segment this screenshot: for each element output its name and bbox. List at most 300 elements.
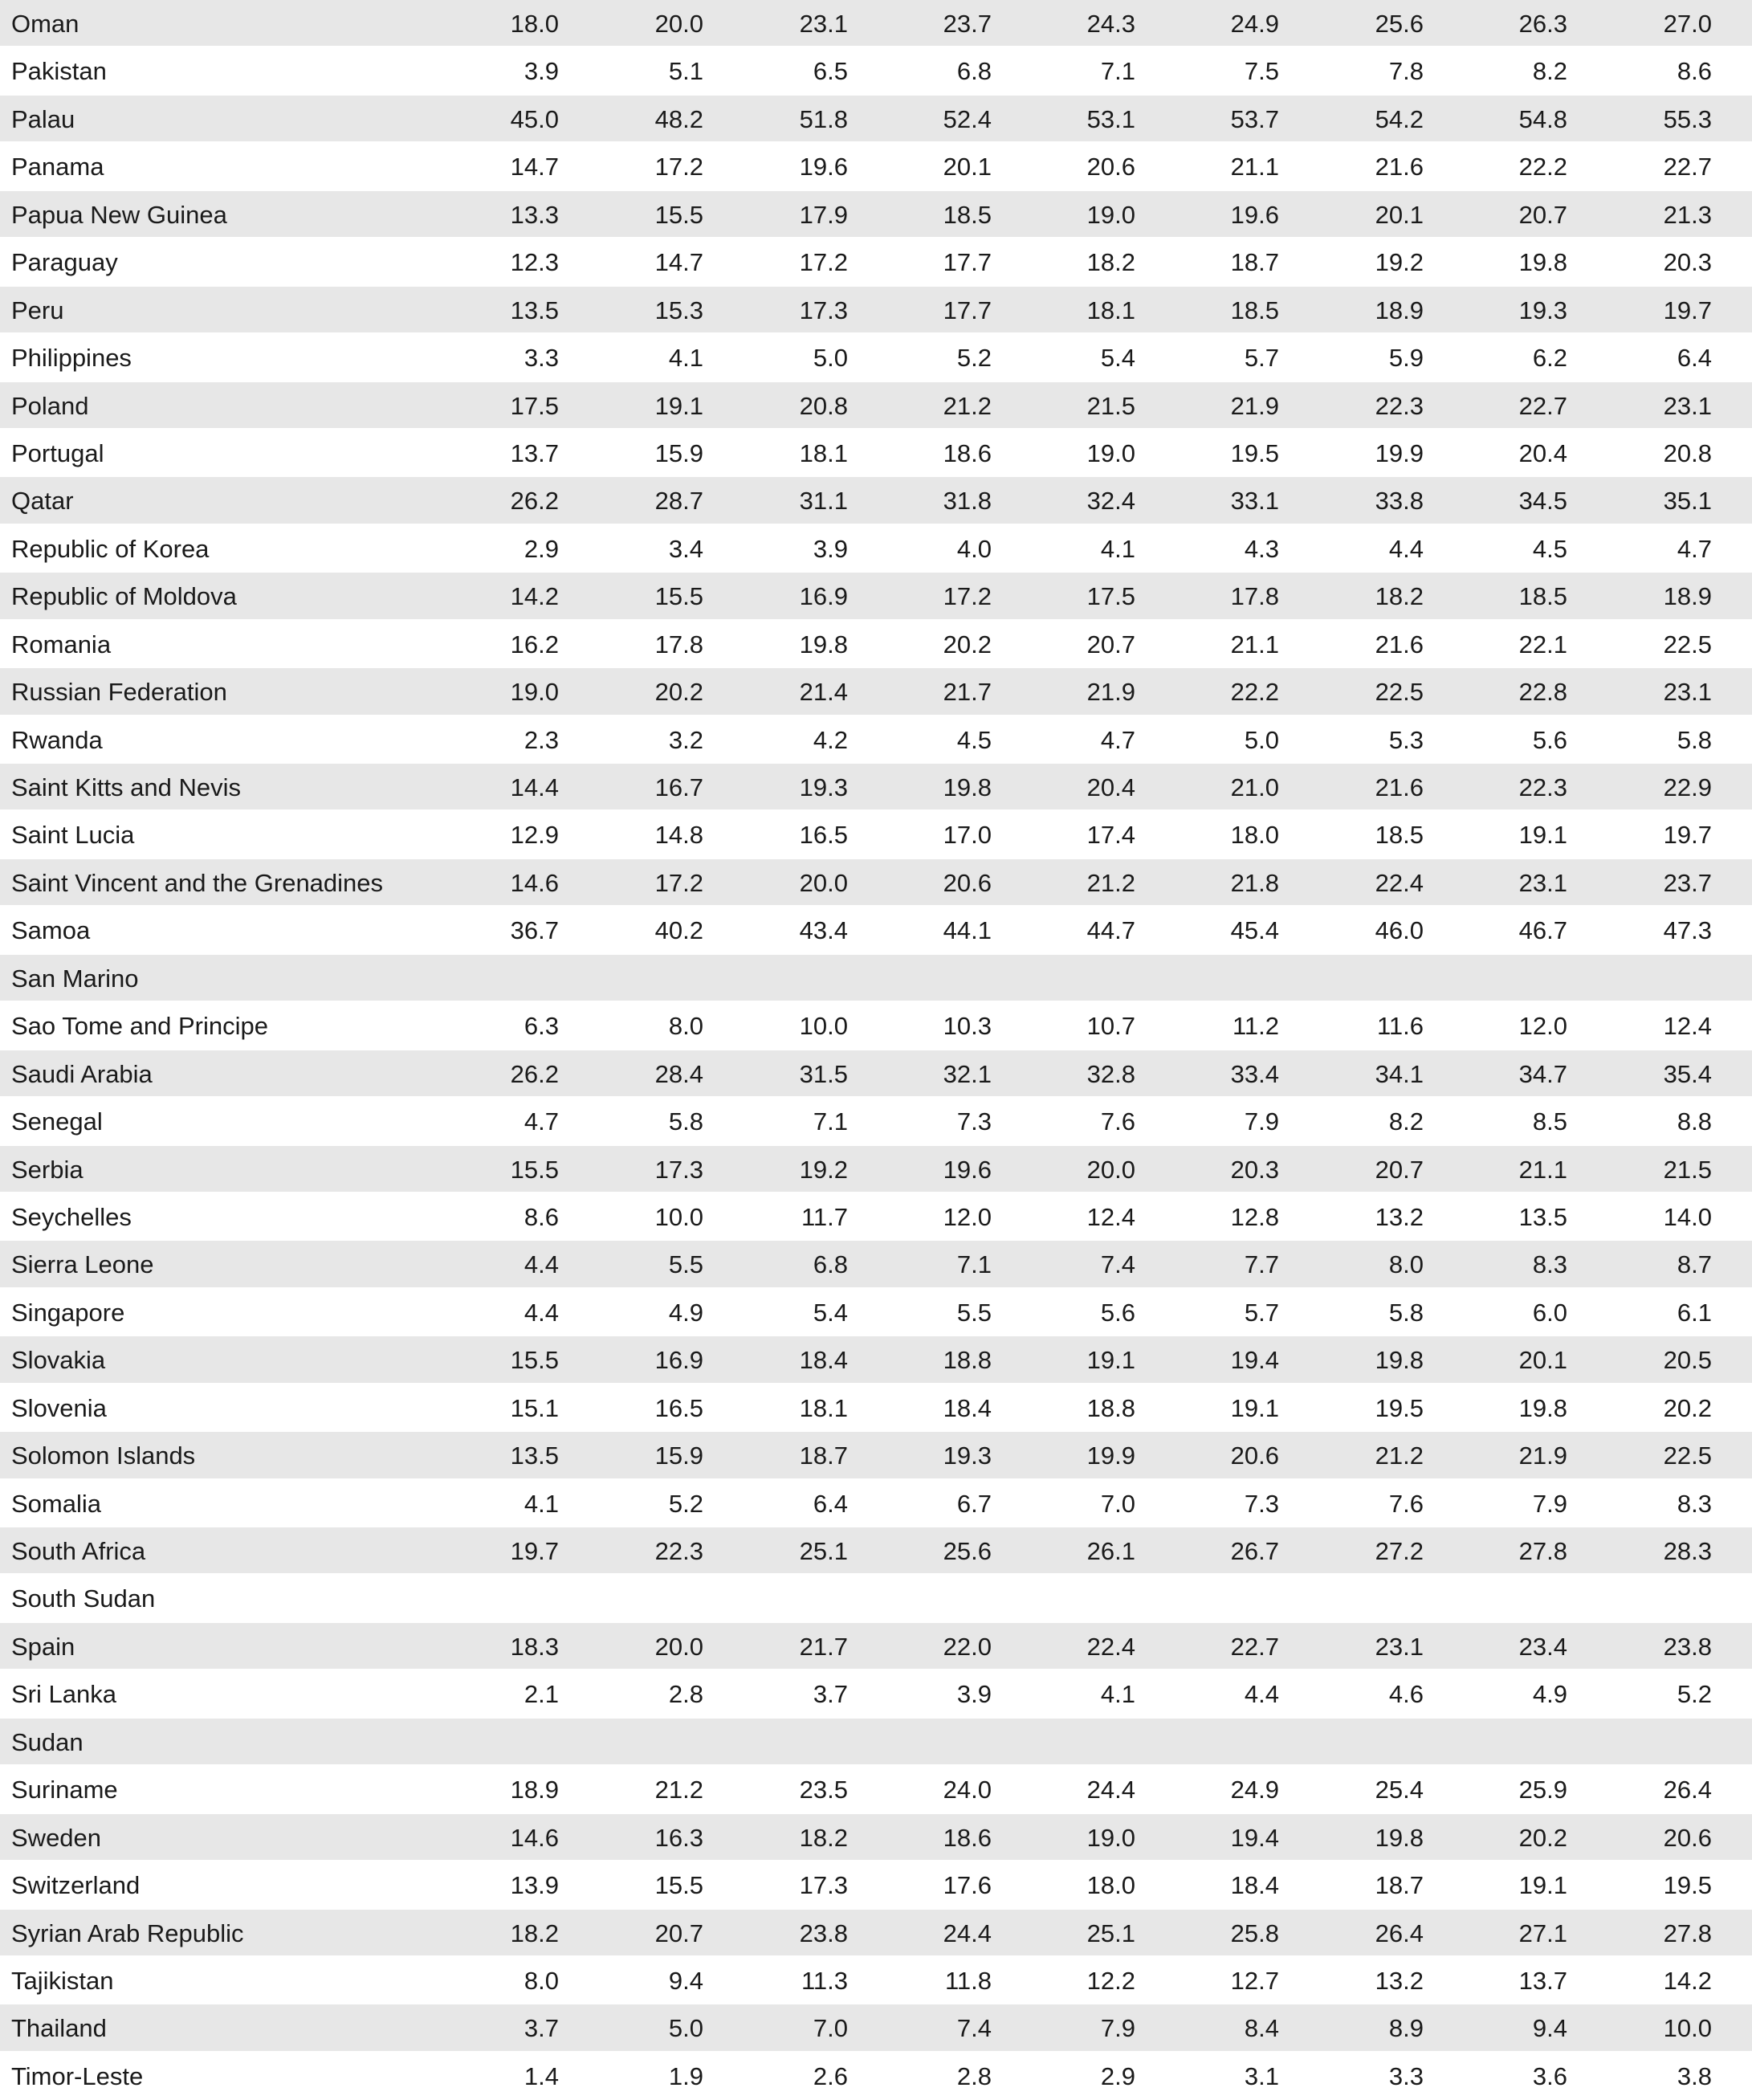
value-cell: 51.8	[799, 104, 848, 133]
value-cell: 21.1	[1518, 1155, 1567, 1184]
value-cell: 17.3	[654, 1155, 703, 1184]
value-cell: 4.4	[1388, 534, 1424, 563]
value-cell: 4.1	[668, 344, 703, 373]
country-name-cell: Philippines	[11, 344, 132, 373]
value-cell: 17.7	[943, 296, 992, 324]
value-cell: 5.5	[956, 1298, 992, 1327]
value-cell: 20.1	[1375, 200, 1424, 229]
value-cell: 9.4	[668, 1966, 703, 1995]
value-cell: 20.7	[1086, 630, 1135, 659]
table-row	[0, 907, 1752, 954]
value-cell: 22.3	[654, 1537, 703, 1565]
country-name-cell: Portugal	[11, 438, 104, 467]
value-cell: 33.4	[1230, 1059, 1279, 1088]
value-cell: 5.7	[1244, 1298, 1279, 1327]
value-cell: 14.7	[654, 248, 703, 277]
value-cell: 22.7	[1663, 153, 1712, 181]
value-cell	[871, 1719, 992, 1766]
value-cell: 10.7	[1086, 1012, 1135, 1041]
value-cell: 21.1	[1230, 630, 1279, 659]
value-cell: 33.1	[1230, 487, 1279, 516]
country-name-cell: Thailand	[11, 2014, 107, 2043]
table-row	[0, 573, 1752, 620]
value-cell: 3.9	[813, 534, 848, 563]
value-cell: 22.0	[943, 1632, 992, 1661]
country-name-cell: Saint Lucia	[11, 821, 135, 850]
value-cell: 20.8	[1663, 438, 1712, 467]
value-cell: 4.1	[524, 1489, 559, 1518]
value-cell: 12.0	[943, 1202, 992, 1231]
table-row	[0, 1146, 1752, 1193]
value-cell: 11.8	[944, 1966, 992, 1995]
value-cell: 10.0	[799, 1012, 848, 1041]
value-cell: 23.7	[943, 10, 992, 38]
value-cell: 28.7	[654, 487, 703, 516]
value-cell: 16.9	[799, 582, 848, 611]
value-cell: 3.7	[524, 2014, 559, 2043]
value-cell: 19.7	[1663, 296, 1712, 324]
value-cell: 5.4	[813, 1298, 848, 1327]
value-cell: 19.8	[1375, 1823, 1424, 1852]
value-cell: 5.2	[1677, 1680, 1712, 1709]
country-name-cell: Somalia	[11, 1489, 101, 1518]
value-cell: 17.2	[943, 582, 992, 611]
value-cell: 18.2	[510, 1919, 559, 1947]
value-cell: 21.5	[1086, 391, 1135, 420]
value-cell	[583, 955, 703, 1002]
value-cell: 8.5	[1532, 1107, 1567, 1136]
value-cell: 22.5	[1375, 678, 1424, 707]
country-name-cell: Seychelles	[11, 1202, 132, 1231]
value-cell: 21.6	[1375, 773, 1424, 801]
value-cell: 22.4	[1375, 868, 1424, 897]
value-cell	[871, 1575, 992, 1622]
value-cell: 14.4	[510, 773, 559, 801]
table-row	[0, 1814, 1752, 1861]
value-cell	[727, 955, 848, 1002]
value-cell	[1591, 1719, 1712, 1766]
country-name-cell: Paraguay	[11, 248, 118, 277]
value-cell: 18.5	[943, 200, 992, 229]
table-row	[0, 859, 1752, 907]
value-cell: 4.3	[1244, 534, 1279, 563]
value-cell: 26.3	[1518, 10, 1567, 38]
value-cell: 19.6	[1230, 200, 1279, 229]
table-row	[0, 2053, 1752, 2100]
value-cell: 20.0	[654, 10, 703, 38]
value-cell: 2.9	[1100, 2061, 1135, 2090]
value-cell: 8.2	[1532, 57, 1567, 86]
value-cell: 23.1	[1518, 868, 1567, 897]
value-cell: 4.2	[813, 725, 848, 754]
country-name-cell: Spain	[11, 1632, 75, 1661]
value-cell: 27.8	[1663, 1919, 1712, 1947]
value-cell: 4.4	[524, 1250, 559, 1279]
value-cell: 20.3	[1663, 248, 1712, 277]
value-cell: 19.5	[1663, 1871, 1712, 1900]
table-row	[0, 621, 1752, 668]
value-cell: 12.9	[510, 821, 559, 850]
value-cell: 23.8	[799, 1919, 848, 1947]
country-name-cell: Samoa	[11, 916, 91, 945]
value-cell: 20.2	[1663, 1393, 1712, 1422]
value-cell: 7.9	[1244, 1107, 1279, 1136]
value-cell: 12.8	[1230, 1202, 1279, 1231]
value-cell: 6.8	[956, 57, 992, 86]
country-name-cell: Peru	[11, 296, 64, 324]
value-cell	[1159, 1719, 1279, 1766]
value-cell: 3.4	[668, 534, 703, 563]
table-row	[0, 1910, 1752, 1957]
value-cell: 2.1	[524, 1680, 559, 1709]
value-cell: 19.8	[1375, 1346, 1424, 1375]
value-cell: 19.0	[1086, 438, 1135, 467]
value-cell: 18.6	[943, 438, 992, 467]
value-cell: 16.7	[654, 773, 703, 801]
table-row	[0, 1098, 1752, 1145]
country-name-cell: Panama	[11, 153, 104, 181]
value-cell: 25.8	[1230, 1919, 1279, 1947]
country-name-cell: Slovakia	[11, 1346, 106, 1375]
value-cell: 11.6	[1376, 1012, 1424, 1041]
value-cell: 17.3	[799, 296, 848, 324]
table-row	[0, 716, 1752, 764]
value-cell: 34.1	[1375, 1059, 1424, 1088]
country-name-cell: Sao Tome and Principe	[11, 1012, 268, 1041]
value-cell: 19.0	[1086, 1823, 1135, 1852]
value-cell: 3.3	[1388, 2061, 1424, 2090]
value-cell: 32.4	[1086, 487, 1135, 516]
value-cell: 18.5	[1375, 821, 1424, 850]
value-cell: 31.5	[799, 1059, 848, 1088]
value-cell: 54.8	[1518, 104, 1567, 133]
value-cell: 7.9	[1532, 1489, 1567, 1518]
table-row	[0, 1480, 1752, 1527]
value-cell	[1159, 955, 1279, 1002]
value-cell: 8.9	[1388, 2014, 1424, 2043]
value-cell: 23.8	[1663, 1632, 1712, 1661]
country-name-cell: Romania	[11, 630, 112, 659]
value-cell: 31.8	[943, 487, 992, 516]
value-cell: 19.8	[799, 630, 848, 659]
country-name-cell: Saint Kitts and Nevis	[11, 773, 242, 801]
value-cell: 13.7	[510, 438, 559, 467]
value-cell: 25.6	[943, 1537, 992, 1565]
value-cell: 4.7	[1100, 725, 1135, 754]
value-cell: 19.8	[1518, 1393, 1567, 1422]
value-cell: 13.2	[1375, 1966, 1424, 1995]
value-cell: 15.5	[654, 582, 703, 611]
value-cell: 19.4	[1230, 1823, 1279, 1852]
value-cell: 8.0	[668, 1012, 703, 1041]
value-cell: 4.0	[956, 534, 992, 563]
value-cell: 21.1	[1230, 153, 1279, 181]
value-cell: 19.2	[1375, 248, 1424, 277]
value-cell: 22.9	[1663, 773, 1712, 801]
value-cell: 22.2	[1230, 678, 1279, 707]
value-cell: 4.9	[1532, 1680, 1567, 1709]
table-row	[0, 1336, 1752, 1384]
value-cell: 3.9	[524, 57, 559, 86]
value-cell: 12.0	[1518, 1012, 1567, 1041]
value-cell: 25.9	[1518, 1776, 1567, 1804]
table-row	[0, 1575, 1752, 1622]
value-cell: 17.8	[654, 630, 703, 659]
value-cell: 6.4	[813, 1489, 848, 1518]
value-cell: 18.2	[1086, 248, 1135, 277]
table-row	[0, 1719, 1752, 1766]
value-cell: 20.7	[1518, 200, 1567, 229]
value-cell: 6.8	[813, 1250, 848, 1279]
value-cell: 7.0	[1100, 1489, 1135, 1518]
value-cell: 21.7	[943, 678, 992, 707]
value-cell: 18.0	[510, 10, 559, 38]
value-cell: 8.6	[524, 1202, 559, 1231]
value-cell: 14.6	[510, 1823, 559, 1852]
value-cell	[1015, 1719, 1135, 1766]
value-cell	[1303, 955, 1424, 1002]
value-cell: 7.5	[1244, 57, 1279, 86]
table-row	[0, 1002, 1752, 1050]
value-cell: 28.3	[1663, 1537, 1712, 1565]
value-cell: 5.2	[956, 344, 992, 373]
table-row	[0, 1766, 1752, 1813]
value-cell	[1447, 1575, 1567, 1622]
value-cell: 14.0	[1663, 1202, 1712, 1231]
value-cell: 18.5	[1230, 296, 1279, 324]
table-row	[0, 0, 1752, 47]
value-cell: 4.7	[1677, 534, 1712, 563]
value-cell: 5.8	[668, 1107, 703, 1136]
value-cell: 3.1	[1244, 2061, 1279, 2090]
country-name-cell: San Marino	[11, 964, 139, 993]
value-cell: 14.7	[510, 153, 559, 181]
value-cell	[583, 1719, 703, 1766]
country-name-cell: Oman	[11, 10, 79, 38]
value-cell: 18.0	[1086, 1871, 1135, 1900]
value-cell: 13.9	[510, 1871, 559, 1900]
value-cell: 17.6	[943, 1871, 992, 1900]
value-cell: 17.2	[799, 248, 848, 277]
table-row	[0, 668, 1752, 716]
value-cell: 20.8	[799, 391, 848, 420]
value-cell: 3.8	[1677, 2061, 1712, 2090]
value-cell: 18.9	[510, 1776, 559, 1804]
value-cell: 4.1	[1100, 1680, 1135, 1709]
value-cell: 21.9	[1086, 678, 1135, 707]
value-cell: 20.3	[1230, 1155, 1279, 1184]
value-cell: 20.0	[654, 1632, 703, 1661]
value-cell: 16.2	[510, 630, 559, 659]
value-cell: 34.7	[1518, 1059, 1567, 1088]
value-cell: 35.4	[1663, 1059, 1712, 1088]
country-name-cell: Syrian Arab Republic	[11, 1919, 244, 1947]
value-cell: 5.5	[668, 1250, 703, 1279]
table-row	[0, 1384, 1752, 1432]
value-cell: 23.5	[799, 1776, 848, 1804]
value-cell: 17.0	[943, 821, 992, 850]
value-cell: 35.1	[1663, 487, 1712, 516]
country-name-cell: Russian Federation	[11, 678, 227, 707]
value-cell: 44.1	[943, 916, 992, 945]
value-cell: 25.1	[1086, 1919, 1135, 1947]
value-cell: 8.8	[1677, 1107, 1712, 1136]
value-cell: 5.6	[1532, 725, 1567, 754]
value-cell: 23.7	[1663, 868, 1712, 897]
value-cell: 5.2	[668, 1489, 703, 1518]
value-cell: 3.2	[668, 725, 703, 754]
country-name-cell: Saint Vincent and the Grenadines	[11, 868, 384, 897]
value-cell	[438, 1719, 559, 1766]
value-cell: 7.4	[1100, 1250, 1135, 1279]
value-cell: 14.2	[510, 582, 559, 611]
table-row	[0, 143, 1752, 190]
value-cell	[1159, 1575, 1279, 1622]
value-cell: 4.1	[1100, 534, 1135, 563]
value-cell: 19.3	[799, 773, 848, 801]
value-cell: 6.5	[813, 57, 848, 86]
value-cell: 18.2	[799, 1823, 848, 1852]
value-cell: 5.6	[1100, 1298, 1135, 1327]
value-cell: 20.2	[654, 678, 703, 707]
value-cell: 20.6	[1230, 1441, 1279, 1470]
value-cell: 25.1	[799, 1537, 848, 1565]
value-cell: 19.7	[510, 1537, 559, 1565]
value-cell: 21.2	[654, 1776, 703, 1804]
value-cell: 1.9	[668, 2061, 703, 2090]
country-name-cell: Suriname	[11, 1776, 118, 1804]
value-cell: 24.9	[1230, 10, 1279, 38]
value-cell: 7.3	[956, 1107, 992, 1136]
value-cell: 19.3	[1518, 296, 1567, 324]
value-cell: 8.2	[1388, 1107, 1424, 1136]
value-cell: 4.4	[524, 1298, 559, 1327]
value-cell: 5.4	[1100, 344, 1135, 373]
value-cell: 13.3	[510, 200, 559, 229]
value-cell: 20.0	[799, 868, 848, 897]
value-cell: 19.7	[1663, 821, 1712, 850]
value-cell: 12.4	[1086, 1202, 1135, 1231]
value-cell: 21.0	[1230, 773, 1279, 801]
value-cell: 21.2	[943, 391, 992, 420]
value-cell: 17.3	[799, 1871, 848, 1900]
value-cell: 7.9	[1100, 2014, 1135, 2043]
value-cell: 8.6	[1677, 57, 1712, 86]
value-cell: 17.4	[1086, 821, 1135, 850]
value-cell: 20.6	[1086, 153, 1135, 181]
table-row	[0, 1289, 1752, 1336]
value-cell: 43.4	[799, 916, 848, 945]
country-name-cell: Singapore	[11, 1298, 125, 1327]
table-row	[0, 1241, 1752, 1288]
value-cell	[1591, 955, 1712, 1002]
value-cell: 18.4	[943, 1393, 992, 1422]
value-cell: 20.6	[1663, 1823, 1712, 1852]
value-cell: 10.3	[943, 1012, 992, 1041]
value-cell: 8.0	[1388, 1250, 1424, 1279]
value-cell: 16.5	[799, 821, 848, 850]
table-row	[0, 1193, 1752, 1241]
value-cell: 19.1	[654, 391, 703, 420]
value-cell: 17.2	[654, 868, 703, 897]
value-cell: 16.5	[654, 1393, 703, 1422]
country-name-cell: Sierra Leone	[11, 1250, 154, 1279]
value-cell: 24.3	[1086, 10, 1135, 38]
value-cell: 18.7	[1230, 248, 1279, 277]
value-cell: 32.1	[943, 1059, 992, 1088]
value-cell: 25.4	[1375, 1776, 1424, 1804]
value-cell: 23.1	[1663, 678, 1712, 707]
value-cell: 32.8	[1086, 1059, 1135, 1088]
value-cell: 5.3	[1388, 725, 1424, 754]
value-cell: 15.5	[654, 200, 703, 229]
value-cell: 7.1	[1100, 57, 1135, 86]
value-cell: 6.4	[1677, 344, 1712, 373]
value-cell: 20.5	[1663, 1346, 1712, 1375]
value-cell	[727, 1719, 848, 1766]
table-row	[0, 525, 1752, 573]
value-cell: 22.1	[1518, 630, 1567, 659]
value-cell: 8.7	[1677, 1250, 1712, 1279]
country-name-cell: Palau	[11, 104, 75, 133]
table-row	[0, 764, 1752, 811]
value-cell: 4.7	[524, 1107, 559, 1136]
table-row	[0, 2004, 1752, 2052]
value-cell: 18.9	[1375, 296, 1424, 324]
value-cell: 3.6	[1532, 2061, 1567, 2090]
value-cell: 19.5	[1230, 438, 1279, 467]
value-cell: 24.4	[1086, 1776, 1135, 1804]
table-row	[0, 334, 1752, 381]
value-cell: 20.4	[1518, 438, 1567, 467]
value-cell: 21.2	[1375, 1441, 1424, 1470]
value-cell	[871, 955, 992, 1002]
value-cell: 7.1	[813, 1107, 848, 1136]
value-cell: 28.4	[654, 1059, 703, 1088]
value-cell: 22.5	[1663, 630, 1712, 659]
country-name-cell: Papua New Guinea	[11, 200, 227, 229]
value-cell: 18.4	[1230, 1871, 1279, 1900]
value-cell: 13.5	[1518, 1202, 1567, 1231]
value-cell: 11.3	[801, 1966, 848, 1995]
value-cell: 18.2	[1375, 582, 1424, 611]
value-cell: 14.6	[510, 868, 559, 897]
value-cell: 8.3	[1532, 1250, 1567, 1279]
table-row	[0, 1861, 1752, 1909]
table-row	[0, 1050, 1752, 1098]
value-cell: 20.7	[654, 1919, 703, 1947]
table-row	[0, 430, 1752, 477]
value-cell: 15.1	[510, 1393, 559, 1422]
table-row	[0, 191, 1752, 239]
value-cell: 19.1	[1086, 1346, 1135, 1375]
country-name-cell: Timor-Leste	[11, 2061, 144, 2090]
value-cell: 21.5	[1663, 1155, 1712, 1184]
value-cell: 7.7	[1244, 1250, 1279, 1279]
value-cell: 24.9	[1230, 1776, 1279, 1804]
value-cell: 15.3	[654, 296, 703, 324]
value-cell: 20.7	[1375, 1155, 1424, 1184]
value-cell: 5.8	[1677, 725, 1712, 754]
value-cell: 19.2	[799, 1155, 848, 1184]
value-cell: 16.3	[654, 1823, 703, 1852]
country-name-cell: Republic of Moldova	[11, 582, 237, 611]
value-cell: 22.7	[1518, 391, 1567, 420]
value-cell: 48.2	[654, 104, 703, 133]
value-cell: 4.6	[1388, 1680, 1424, 1709]
value-cell: 15.5	[510, 1346, 559, 1375]
value-cell: 13.2	[1375, 1202, 1424, 1231]
